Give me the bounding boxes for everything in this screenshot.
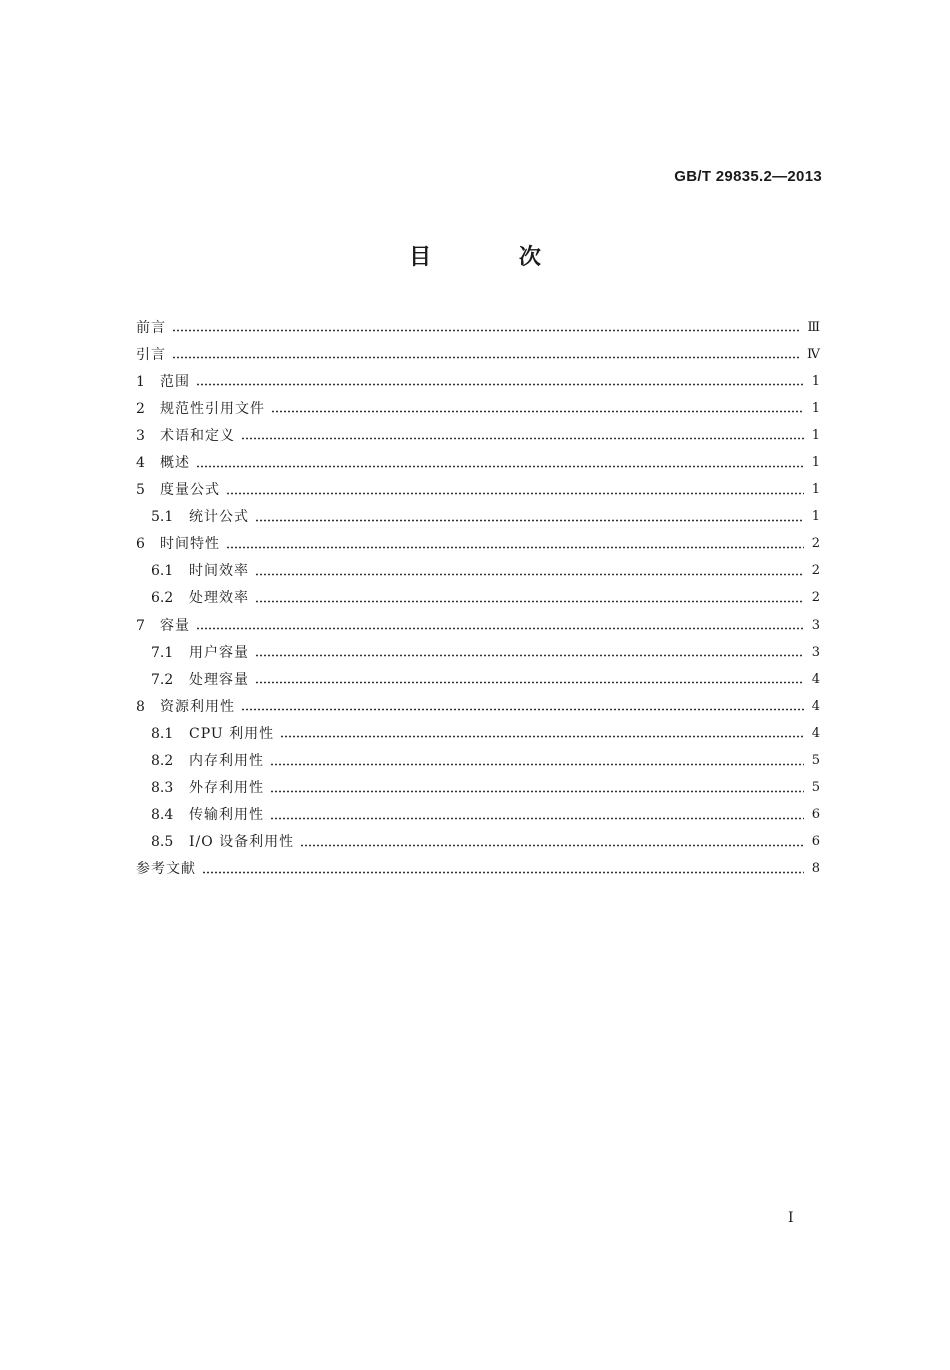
dot-leader [255,573,804,576]
dot-leader [226,492,804,495]
toc-entry-page: 1 [811,509,820,525]
dot-leader [270,763,804,766]
toc-entry[interactable] [136,558,820,585]
toc-entry[interactable] [136,693,820,720]
toc-entry[interactable] [136,639,820,666]
toc-entry-page: 1 [811,427,820,443]
toc-entry-page: 1 [811,373,820,389]
toc-entry-number: 7.2 [151,671,174,688]
toc-entry-label: 范围 [160,373,190,390]
toc-entry-page: 2 [811,563,820,579]
toc-entry[interactable] [136,422,820,449]
toc-entry-label: 传输利用性 [189,807,264,824]
toc-entry-label: 处理效率 [189,590,249,607]
toc-entry-label: 用户容量 [189,644,249,661]
dot-leader [196,465,804,468]
toc-entry[interactable] [136,856,820,883]
toc-entry[interactable] [136,449,820,476]
dot-leader [202,871,804,874]
toc-entry[interactable] [136,612,820,639]
toc-entry-number: 6 [136,536,145,553]
toc-entry-page: 2 [811,536,820,552]
toc-entry-label: 度量公式 [160,482,220,499]
toc-entry-number: 8.3 [151,780,174,797]
toc-entry-label: 处理容量 [189,671,249,688]
toc-entry[interactable] [136,341,820,368]
toc-entry-page: 4 [811,725,820,741]
dot-leader [255,519,804,522]
toc-entry-number: 7 [136,617,145,634]
toc-entry-page: Ⅳ [807,346,820,362]
dot-leader [255,681,804,684]
dot-leader [270,817,804,820]
toc-entry[interactable] [136,531,820,558]
dot-leader [270,790,804,793]
toc-entry-number: 1 [136,373,145,390]
toc-entry-label: 内存利用性 [189,753,264,770]
toc-entry-label: 概述 [160,455,190,472]
toc-entry-label: 时间效率 [189,563,249,580]
toc-entry-number: 5.1 [151,509,174,526]
toc-entry-label: CPU 利用性 [189,725,275,742]
toc-entry-page: Ⅲ [807,319,820,335]
toc-entry-page: 4 [811,698,820,714]
toc-entry-number: 8.5 [151,834,174,851]
table-of-contents [136,314,820,883]
toc-entry-label: 前言 [136,319,166,336]
toc-entry-number: 8 [136,698,145,715]
toc-entry[interactable] [136,368,820,395]
toc-entry-number: 8.1 [151,725,174,742]
toc-entry-page: 6 [811,834,820,850]
toc-entry-label: 术语和定义 [160,427,235,444]
dot-leader [172,356,801,359]
toc-entry-number: 8.2 [151,753,174,770]
dot-leader [280,735,804,738]
toc-entry-page: 1 [811,400,820,416]
toc-entry[interactable] [136,477,820,504]
toc-entry-page: 5 [811,780,820,796]
toc-entry-label: 引言 [136,346,166,363]
toc-entry-page: 6 [811,807,820,823]
dot-leader [226,546,804,549]
toc-entry[interactable] [136,829,820,856]
toc-entry-label: 时间特性 [160,536,220,553]
toc-entry-page: 4 [811,671,820,687]
toc-entry-number: 6.2 [151,590,174,607]
toc-entry-page: 2 [811,590,820,606]
dot-leader [241,708,804,711]
toc-entry-label: 容量 [160,617,190,634]
toc-entry[interactable] [136,585,820,612]
toc-entry-number: 6.1 [151,563,174,580]
toc-entry[interactable] [136,395,820,422]
toc-entry-page: 3 [811,617,820,633]
toc-entry-page: 1 [811,482,820,498]
dot-leader [196,383,804,386]
toc-entry[interactable] [136,666,820,693]
toc-entry-page: 3 [811,644,820,660]
toc-entry[interactable] [136,748,820,775]
toc-entry-page: 5 [811,753,820,769]
standard-code: GB/T 29835.2—2013 [674,168,822,185]
toc-entry[interactable] [136,802,820,829]
toc-entry-number: 5 [136,482,145,499]
page-number: I [788,1210,794,1226]
toc-entry-page: 1 [811,455,820,471]
dot-leader [255,654,804,657]
page-title: 目 次 [409,245,581,270]
toc-entry[interactable] [136,314,820,341]
toc-entry-number: 2 [136,400,145,417]
toc-entry[interactable] [136,775,820,802]
toc-entry-number: 7.1 [151,644,174,661]
dot-leader [172,329,801,332]
dot-leader [300,844,804,847]
toc-entry-label: I/O 设备利用性 [189,834,295,851]
dot-leader [241,437,804,440]
toc-entry[interactable] [136,504,820,531]
dot-leader [196,627,804,630]
toc-entry-label: 规范性引用文件 [160,400,265,417]
toc-entry-label: 统计公式 [189,509,249,526]
dot-leader [271,410,804,413]
toc-entry-page: 8 [811,861,820,877]
toc-entry-number: 4 [136,455,145,472]
toc-entry-label: 资源利用性 [160,698,235,715]
dot-leader [255,600,804,603]
toc-entry-label: 参考文献 [136,861,196,878]
toc-entry-number: 3 [136,427,145,444]
toc-entry-number: 8.4 [151,807,174,824]
toc-entry[interactable] [136,720,820,747]
toc-entry-label: 外存利用性 [189,780,264,797]
